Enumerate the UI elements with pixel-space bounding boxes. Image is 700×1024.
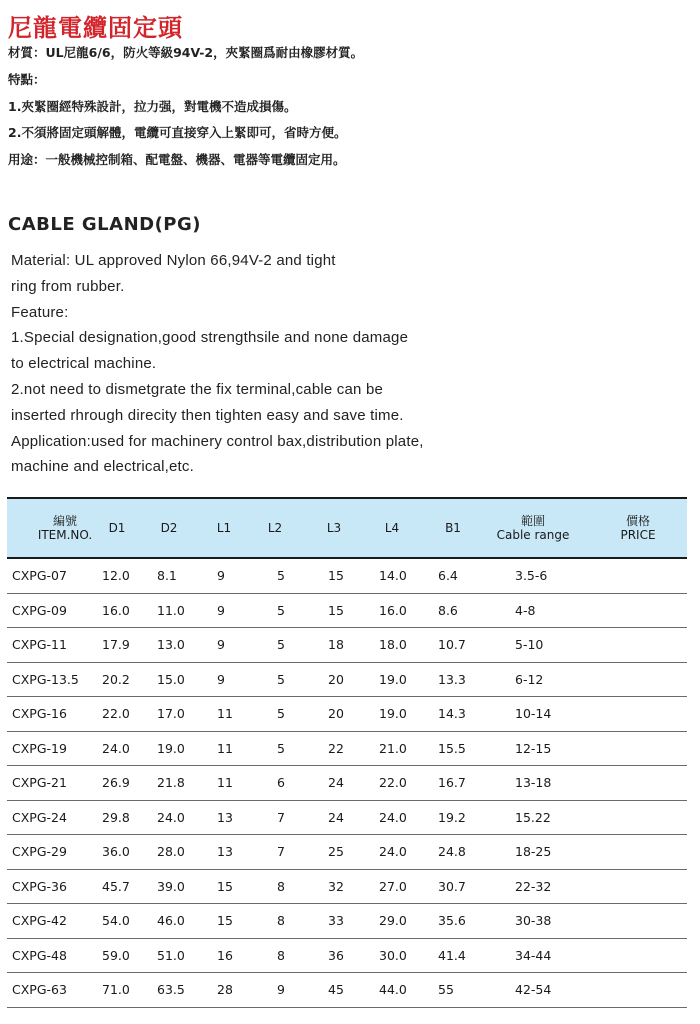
cell-b1: 30.7 bbox=[438, 878, 466, 894]
cell-l2: 5 bbox=[277, 602, 285, 618]
english-description bbox=[11, 252, 671, 484]
cell-l4: 22.0 bbox=[379, 775, 407, 790]
cell-d2: 46.0 bbox=[157, 913, 185, 928]
cell-l4: 14.0 bbox=[379, 568, 407, 583]
cell-cable-range: 10-14 bbox=[515, 706, 552, 721]
cell-d1: 59.0 bbox=[102, 947, 130, 963]
feature-heading-en: Feature: bbox=[11, 303, 69, 321]
cell-b1: 16.7 bbox=[438, 775, 466, 790]
cell-d1: 26.9 bbox=[102, 775, 130, 790]
cell-l4: 44.0 bbox=[379, 982, 407, 997]
cell-l4: 24.0 bbox=[379, 809, 407, 825]
cell-d2: 11.0 bbox=[157, 602, 185, 618]
header-l2 bbox=[255, 499, 295, 557]
cell-l1: 11 bbox=[217, 740, 233, 756]
cell-b1: 55 bbox=[438, 982, 454, 997]
cell-b1: 8.6 bbox=[438, 602, 458, 618]
application-line-en-cont: machine and electrical,etc. bbox=[11, 458, 194, 476]
cell-l1: 9 bbox=[217, 602, 225, 618]
cell-b1: 24.8 bbox=[438, 844, 466, 859]
cell-l1: 13 bbox=[217, 809, 233, 825]
cell-l2: 7 bbox=[277, 809, 285, 825]
feature-1-cn: 1.夾緊圈經特殊設計，拉力强，對電機不造成損傷。 bbox=[8, 98, 297, 114]
cell-item-no: CXPG-07 bbox=[12, 568, 67, 583]
cell-l3: 33 bbox=[328, 913, 344, 928]
cell-item-no: CXPG-24 bbox=[12, 809, 67, 825]
cell-d2: 19.0 bbox=[157, 740, 185, 756]
cell-l2: 5 bbox=[277, 671, 285, 687]
cell-b1: 6.4 bbox=[438, 568, 458, 583]
table-row bbox=[7, 766, 687, 801]
cell-l3: 20 bbox=[328, 706, 344, 721]
cell-cable-range: 42-54 bbox=[515, 982, 552, 997]
header-d2 bbox=[149, 499, 189, 557]
cell-l2: 9 bbox=[277, 982, 285, 997]
header-l3 bbox=[314, 499, 354, 557]
cell-l1: 11 bbox=[217, 706, 233, 721]
cell-d2: 17.0 bbox=[157, 706, 185, 721]
cell-l3: 15 bbox=[328, 568, 344, 583]
cell-l3: 18 bbox=[328, 637, 344, 652]
cell-l4: 16.0 bbox=[379, 602, 407, 618]
header-l4 bbox=[372, 499, 412, 557]
header-price-line1: 價格 bbox=[625, 514, 650, 528]
cell-l2: 8 bbox=[277, 878, 285, 894]
cell-l3: 25 bbox=[328, 844, 344, 859]
cell-l2: 8 bbox=[277, 947, 285, 963]
cell-b1: 13.3 bbox=[438, 671, 466, 687]
table-row bbox=[7, 939, 687, 974]
cell-cable-range: 30-38 bbox=[515, 913, 552, 928]
chinese-title: 尼龍電纜固定頭 bbox=[8, 13, 183, 42]
spec-table-body bbox=[7, 559, 687, 1008]
cell-l4: 19.0 bbox=[379, 706, 407, 721]
cell-l4: 29.0 bbox=[379, 913, 407, 928]
table-row bbox=[7, 870, 687, 905]
cell-l2: 6 bbox=[277, 775, 285, 790]
cell-b1: 41.4 bbox=[438, 947, 466, 963]
header-b1-line1: B1 bbox=[445, 521, 461, 535]
cell-cable-range: 18-25 bbox=[515, 844, 552, 859]
feature-heading-cn: 特點： bbox=[8, 71, 46, 87]
cell-l2: 5 bbox=[277, 740, 285, 756]
table-row bbox=[7, 904, 687, 939]
cell-d2: 13.0 bbox=[157, 637, 185, 652]
cell-item-no: CXPG-16 bbox=[12, 706, 67, 721]
cell-d2: 39.0 bbox=[157, 878, 185, 894]
cell-item-no: CXPG-21 bbox=[12, 775, 67, 790]
cell-l2: 5 bbox=[277, 706, 285, 721]
english-title: CABLE GLAND(PG) bbox=[8, 214, 201, 235]
cell-b1: 10.7 bbox=[438, 637, 466, 652]
cell-cable-range: 15.22 bbox=[515, 809, 551, 825]
header-item-no-line1: 編號 bbox=[52, 514, 77, 528]
header-d1 bbox=[97, 499, 137, 557]
header-b1 bbox=[433, 499, 473, 557]
feature-1-en-cont: to electrical machine. bbox=[11, 355, 157, 373]
cell-l4: 24.0 bbox=[379, 844, 407, 859]
cell-d1: 17.9 bbox=[102, 637, 130, 652]
table-row bbox=[7, 835, 687, 870]
feature-2-cn: 2.不須將固定頭解體，電纜可直接穿入上緊即可，省時方便。 bbox=[8, 125, 347, 141]
cell-item-no: CXPG-13.5 bbox=[12, 671, 79, 687]
cell-l3: 24 bbox=[328, 775, 344, 790]
application-line-en: Application:used for machinery control bax,distribution plate, bbox=[11, 432, 424, 450]
cell-item-no: CXPG-29 bbox=[12, 844, 67, 859]
header-l1 bbox=[204, 499, 244, 557]
cell-d1: 45.7 bbox=[102, 878, 130, 894]
cell-cable-range: 4-8 bbox=[515, 602, 536, 618]
cell-l1: 11 bbox=[217, 775, 233, 790]
cell-l3: 20 bbox=[328, 671, 344, 687]
cell-l4: 21.0 bbox=[379, 740, 407, 756]
cell-item-no: CXPG-48 bbox=[12, 947, 67, 963]
cell-l2: 5 bbox=[277, 568, 285, 583]
cell-d1: 36.0 bbox=[102, 844, 130, 859]
cell-d1: 12.0 bbox=[102, 568, 130, 583]
feature-2-en: 2.not need to dismetgrate the fix terminal,cable can be bbox=[11, 380, 384, 398]
header-price bbox=[593, 499, 683, 557]
cell-d2: 21.8 bbox=[157, 775, 185, 790]
cell-l1: 9 bbox=[217, 671, 225, 687]
cell-d2: 15.0 bbox=[157, 671, 185, 687]
cell-l1: 15 bbox=[217, 878, 233, 894]
table-row bbox=[7, 663, 687, 698]
cell-l2: 7 bbox=[277, 844, 285, 859]
cell-b1: 14.3 bbox=[438, 706, 466, 721]
cell-l2: 8 bbox=[277, 913, 285, 928]
cell-d1: 22.0 bbox=[102, 706, 130, 721]
cell-item-no: CXPG-09 bbox=[12, 602, 67, 618]
cell-l4: 18.0 bbox=[379, 637, 407, 652]
cell-d2: 28.0 bbox=[157, 844, 185, 859]
cell-cable-range: 12-15 bbox=[515, 740, 552, 756]
cell-l3: 22 bbox=[328, 740, 344, 756]
cell-item-no: CXPG-36 bbox=[12, 878, 67, 894]
cell-cable-range: 34-44 bbox=[515, 947, 552, 963]
cell-d2: 8.1 bbox=[157, 568, 177, 583]
header-cable-range-line2: Cable range bbox=[496, 528, 570, 542]
table-row bbox=[7, 594, 687, 629]
material-line-en-cont: ring from rubber. bbox=[11, 277, 125, 295]
header-item-no-line2: ITEM.NO. bbox=[37, 528, 93, 542]
cell-b1: 35.6 bbox=[438, 913, 466, 928]
table-row bbox=[7, 559, 687, 594]
header-l4-line1: L4 bbox=[384, 521, 400, 535]
chinese-description bbox=[8, 45, 688, 179]
cell-d1: 16.0 bbox=[102, 602, 130, 618]
application-line-cn: 用途：一般機械控制箱、配電盤、機器、電器等電纜固定用。 bbox=[8, 152, 346, 168]
table-row bbox=[7, 801, 687, 836]
cell-d1: 71.0 bbox=[102, 982, 130, 997]
header-price-line2: PRICE bbox=[620, 528, 656, 542]
table-row bbox=[7, 973, 687, 1008]
cell-cable-range: 3.5-6 bbox=[515, 568, 548, 583]
cell-l2: 5 bbox=[277, 637, 285, 652]
cell-l1: 9 bbox=[217, 637, 225, 652]
cell-l3: 45 bbox=[328, 982, 344, 997]
cell-l3: 24 bbox=[328, 809, 344, 825]
cell-l1: 28 bbox=[217, 982, 233, 997]
table-row bbox=[7, 697, 687, 732]
header-d2-line1: D2 bbox=[160, 521, 178, 535]
cell-item-no: CXPG-63 bbox=[12, 982, 67, 997]
cell-item-no: CXPG-19 bbox=[12, 740, 67, 756]
cell-l1: 9 bbox=[217, 568, 225, 583]
cell-cable-range: 13-18 bbox=[515, 775, 552, 790]
cell-l3: 32 bbox=[328, 878, 344, 894]
cell-l1: 16 bbox=[217, 947, 233, 963]
cell-cable-range: 6-12 bbox=[515, 671, 544, 687]
cell-l4: 19.0 bbox=[379, 671, 407, 687]
cell-l4: 30.0 bbox=[379, 947, 407, 963]
cell-d1: 29.8 bbox=[102, 809, 130, 825]
cell-d1: 20.2 bbox=[102, 671, 130, 687]
cell-d1: 24.0 bbox=[102, 740, 130, 756]
header-l1-line1: L1 bbox=[216, 521, 232, 535]
cell-b1: 15.5 bbox=[438, 740, 466, 756]
spec-table bbox=[7, 497, 687, 1008]
cell-d2: 24.0 bbox=[157, 809, 185, 825]
cell-l4: 27.0 bbox=[379, 878, 407, 894]
cell-l1: 15 bbox=[217, 913, 233, 928]
cell-l3: 15 bbox=[328, 602, 344, 618]
header-cable-range bbox=[478, 499, 588, 557]
feature-1-en: 1.Special designation,good strengthsile and none damage bbox=[11, 329, 409, 347]
material-line-cn: 材質：UL尼龍6/6，防火等級94V-2，夾緊圈爲耐由橡膠材質。 bbox=[8, 45, 364, 60]
cell-d2: 51.0 bbox=[157, 947, 185, 963]
cell-cable-range: 5-10 bbox=[515, 637, 544, 652]
cell-d2: 63.5 bbox=[157, 982, 185, 997]
header-d1-line1: D1 bbox=[108, 521, 126, 535]
cell-l1: 13 bbox=[217, 844, 233, 859]
table-row bbox=[7, 732, 687, 767]
cell-b1: 19.2 bbox=[438, 809, 466, 825]
header-l2-line1: L2 bbox=[267, 521, 283, 535]
feature-2-en-cont: inserted rhrough direcity then tighten easy and save time. bbox=[11, 406, 404, 424]
cell-l3: 36 bbox=[328, 947, 344, 963]
header-l3-line1: L3 bbox=[326, 521, 342, 535]
header-cable-range-line1: 範圍 bbox=[520, 514, 545, 528]
cell-cable-range: 22-32 bbox=[515, 878, 552, 894]
table-row bbox=[7, 628, 687, 663]
cell-item-no: CXPG-11 bbox=[12, 637, 67, 652]
cell-d1: 54.0 bbox=[102, 913, 130, 928]
spec-table-header bbox=[7, 497, 687, 559]
material-line-en: Material: UL approved Nylon 66,94V-2 and tight bbox=[11, 252, 336, 269]
cell-item-no: CXPG-42 bbox=[12, 913, 67, 928]
